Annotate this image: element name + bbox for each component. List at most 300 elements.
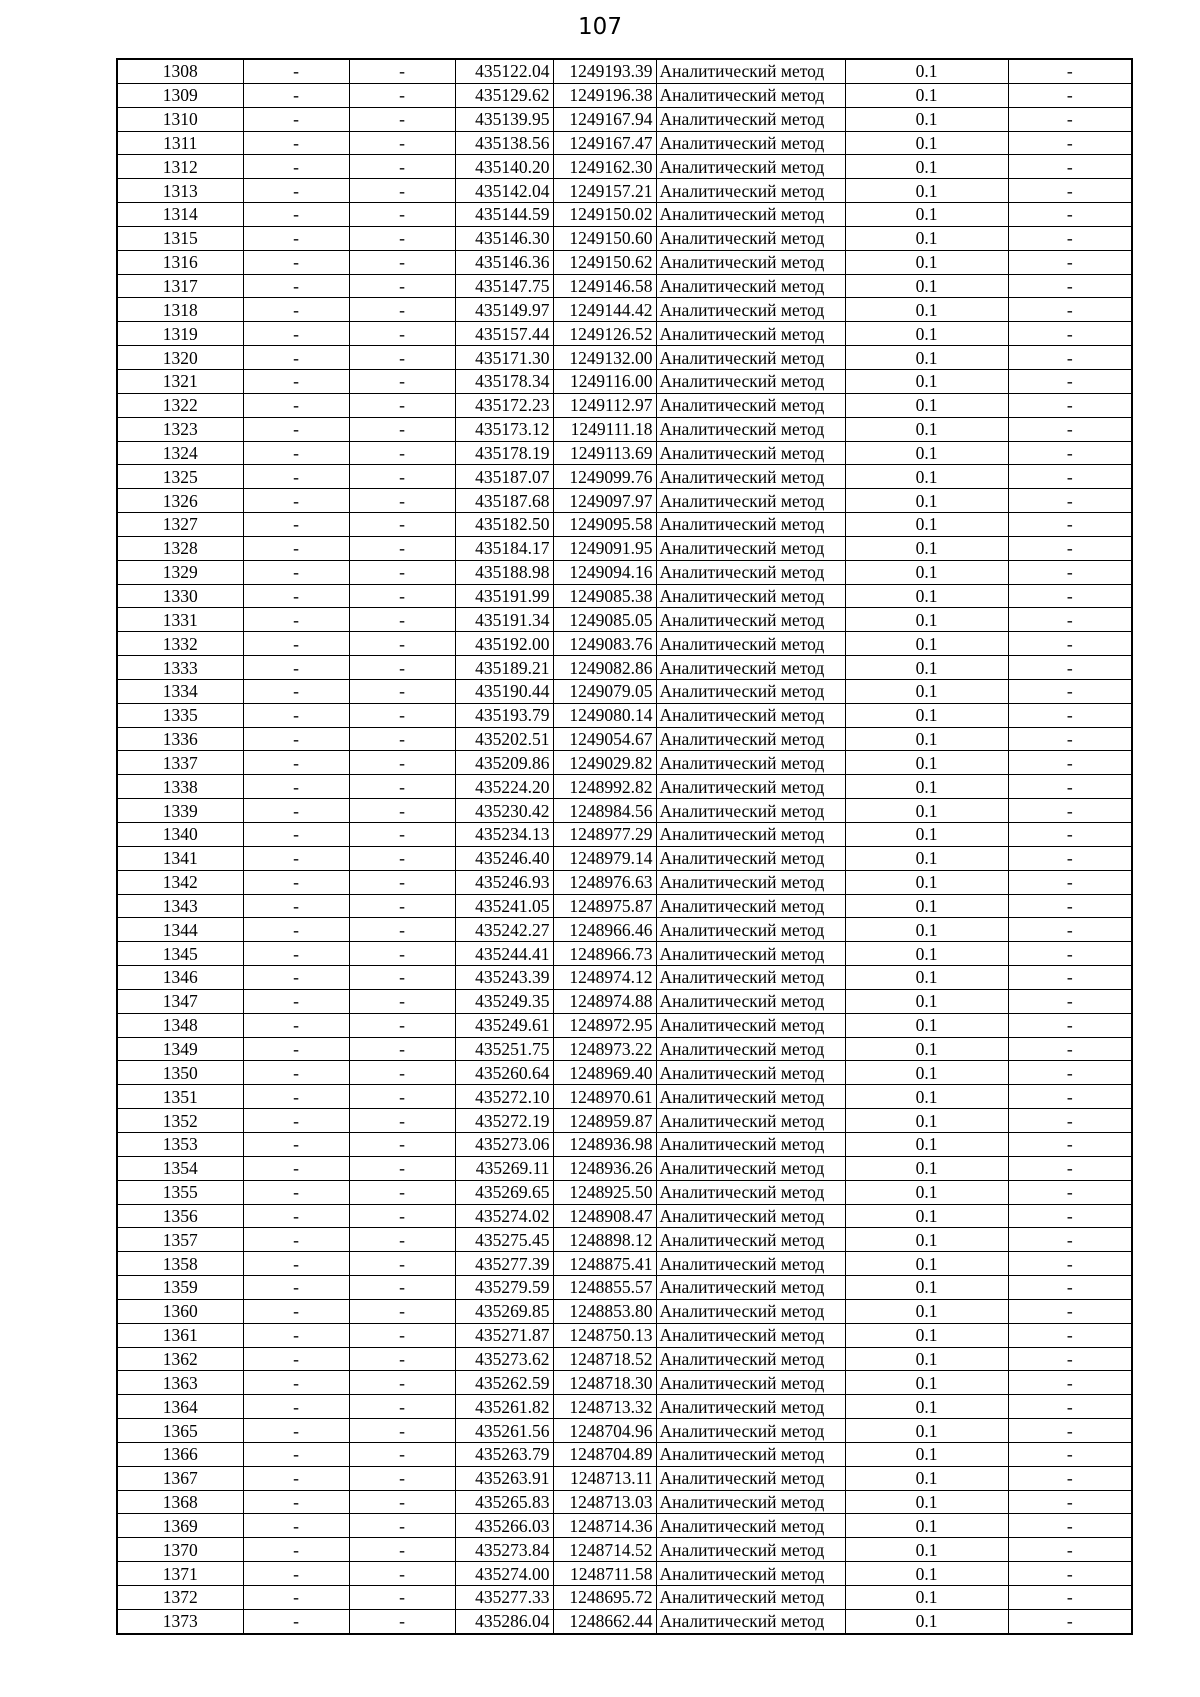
accuracy-cell: 0.1 (845, 846, 1008, 870)
empty-cell-2: - (349, 203, 455, 227)
empty-cell-2: - (349, 560, 455, 584)
empty-cell-3: - (1008, 1347, 1132, 1371)
method-cell: Аналитический метод (656, 59, 845, 83)
point-number-cell: 1317 (117, 274, 243, 298)
empty-cell-1: - (243, 775, 349, 799)
table-row (117, 1109, 1132, 1133)
y-coordinate-cell: 1248977.29 (553, 823, 656, 847)
empty-cell-1: - (243, 1037, 349, 1061)
method-cell: Аналитический метод (656, 1466, 845, 1490)
empty-cell-3: - (1008, 775, 1132, 799)
empty-cell-1: - (243, 918, 349, 942)
table-row (117, 1490, 1132, 1514)
point-number-cell: 1373 (117, 1609, 243, 1633)
table-row (117, 179, 1132, 203)
empty-cell-2: - (349, 918, 455, 942)
table-row (117, 1586, 1132, 1610)
table-row (117, 441, 1132, 465)
method-cell: Аналитический метод (656, 679, 845, 703)
empty-cell-1: - (243, 1276, 349, 1300)
table-row (117, 322, 1132, 346)
x-coordinate-cell: 435142.04 (455, 179, 553, 203)
method-cell: Аналитический метод (656, 1538, 845, 1562)
method-cell: Аналитический метод (656, 1085, 845, 1109)
y-coordinate-cell: 1249094.16 (553, 560, 656, 584)
x-coordinate-cell: 435202.51 (455, 727, 553, 751)
empty-cell-3: - (1008, 179, 1132, 203)
x-coordinate-cell: 435191.99 (455, 584, 553, 608)
accuracy-cell: 0.1 (845, 1037, 1008, 1061)
table-row (117, 1347, 1132, 1371)
empty-cell-3: - (1008, 632, 1132, 656)
empty-cell-3: - (1008, 1228, 1132, 1252)
table-row (117, 1419, 1132, 1443)
y-coordinate-cell: 1248969.40 (553, 1061, 656, 1085)
method-cell: Аналитический метод (656, 1323, 845, 1347)
y-coordinate-cell: 1248714.52 (553, 1538, 656, 1562)
accuracy-cell: 0.1 (845, 536, 1008, 560)
empty-cell-2: - (349, 1323, 455, 1347)
empty-cell-3: - (1008, 369, 1132, 393)
empty-cell-3: - (1008, 1276, 1132, 1300)
empty-cell-3: - (1008, 1013, 1132, 1037)
y-coordinate-cell: 1248713.03 (553, 1490, 656, 1514)
empty-cell-2: - (349, 131, 455, 155)
y-coordinate-cell: 1249083.76 (553, 632, 656, 656)
empty-cell-3: - (1008, 1371, 1132, 1395)
empty-cell-2: - (349, 465, 455, 489)
accuracy-cell: 0.1 (845, 1109, 1008, 1133)
table-row (117, 417, 1132, 441)
method-cell: Аналитический метод (656, 1180, 845, 1204)
y-coordinate-cell: 1249150.60 (553, 226, 656, 250)
method-cell: Аналитический метод (656, 441, 845, 465)
empty-cell-2: - (349, 1514, 455, 1538)
empty-cell-3: - (1008, 131, 1132, 155)
y-coordinate-cell: 1248718.52 (553, 1347, 656, 1371)
empty-cell-2: - (349, 1609, 455, 1633)
empty-cell-2: - (349, 1466, 455, 1490)
y-coordinate-cell: 1249146.58 (553, 274, 656, 298)
empty-cell-2: - (349, 870, 455, 894)
method-cell: Аналитический метод (656, 584, 845, 608)
table-row (117, 1562, 1132, 1586)
y-coordinate-cell: 1249097.97 (553, 489, 656, 513)
table-row (117, 59, 1132, 83)
y-coordinate-cell: 1248898.12 (553, 1228, 656, 1252)
y-coordinate-cell: 1248695.72 (553, 1586, 656, 1610)
point-number-cell: 1344 (117, 918, 243, 942)
point-number-cell: 1359 (117, 1276, 243, 1300)
x-coordinate-cell: 435187.07 (455, 465, 553, 489)
x-coordinate-cell: 435260.64 (455, 1061, 553, 1085)
point-number-cell: 1341 (117, 846, 243, 870)
x-coordinate-cell: 435269.85 (455, 1299, 553, 1323)
point-number-cell: 1310 (117, 107, 243, 131)
point-number-cell: 1355 (117, 1180, 243, 1204)
accuracy-cell: 0.1 (845, 322, 1008, 346)
x-coordinate-cell: 435146.36 (455, 250, 553, 274)
x-coordinate-cell: 435286.04 (455, 1609, 553, 1633)
point-number-cell: 1372 (117, 1586, 243, 1610)
point-number-cell: 1309 (117, 83, 243, 107)
point-number-cell: 1316 (117, 250, 243, 274)
point-number-cell: 1345 (117, 942, 243, 966)
empty-cell-1: - (243, 1538, 349, 1562)
empty-cell-3: - (1008, 441, 1132, 465)
y-coordinate-cell: 1249162.30 (553, 155, 656, 179)
table-row (117, 1156, 1132, 1180)
y-coordinate-cell: 1249099.76 (553, 465, 656, 489)
method-cell: Аналитический метод (656, 989, 845, 1013)
empty-cell-1: - (243, 1132, 349, 1156)
y-coordinate-cell: 1249116.00 (553, 369, 656, 393)
empty-cell-3: - (1008, 322, 1132, 346)
method-cell: Аналитический метод (656, 1132, 845, 1156)
point-number-cell: 1323 (117, 417, 243, 441)
empty-cell-1: - (243, 465, 349, 489)
point-number-cell: 1332 (117, 632, 243, 656)
x-coordinate-cell: 435234.13 (455, 823, 553, 847)
method-cell: Аналитический метод (656, 179, 845, 203)
empty-cell-2: - (349, 1562, 455, 1586)
accuracy-cell: 0.1 (845, 131, 1008, 155)
empty-cell-1: - (243, 59, 349, 83)
x-coordinate-cell: 435246.93 (455, 870, 553, 894)
empty-cell-1: - (243, 489, 349, 513)
empty-cell-3: - (1008, 83, 1132, 107)
x-coordinate-cell: 435249.61 (455, 1013, 553, 1037)
point-number-cell: 1313 (117, 179, 243, 203)
empty-cell-1: - (243, 274, 349, 298)
y-coordinate-cell: 1248853.80 (553, 1299, 656, 1323)
empty-cell-1: - (243, 298, 349, 322)
y-coordinate-cell: 1249095.58 (553, 513, 656, 537)
y-coordinate-cell: 1249150.02 (553, 203, 656, 227)
method-cell: Аналитический метод (656, 1037, 845, 1061)
method-cell: Аналитический метод (656, 1514, 845, 1538)
y-coordinate-cell: 1248975.87 (553, 894, 656, 918)
method-cell: Аналитический метод (656, 274, 845, 298)
method-cell: Аналитический метод (656, 1061, 845, 1085)
method-cell: Аналитический метод (656, 203, 845, 227)
accuracy-cell: 0.1 (845, 799, 1008, 823)
x-coordinate-cell: 435269.11 (455, 1156, 553, 1180)
empty-cell-2: - (349, 274, 455, 298)
method-cell: Аналитический метод (656, 727, 845, 751)
point-number-cell: 1331 (117, 608, 243, 632)
empty-cell-2: - (349, 751, 455, 775)
accuracy-cell: 0.1 (845, 560, 1008, 584)
method-cell: Аналитический метод (656, 870, 845, 894)
table-row (117, 727, 1132, 751)
x-coordinate-cell: 435261.82 (455, 1395, 553, 1419)
table-row (117, 107, 1132, 131)
y-coordinate-cell: 1248979.14 (553, 846, 656, 870)
accuracy-cell: 0.1 (845, 1323, 1008, 1347)
accuracy-cell: 0.1 (845, 1132, 1008, 1156)
x-coordinate-cell: 435273.06 (455, 1132, 553, 1156)
method-cell: Аналитический метод (656, 250, 845, 274)
empty-cell-3: - (1008, 560, 1132, 584)
accuracy-cell: 0.1 (845, 584, 1008, 608)
empty-cell-1: - (243, 1204, 349, 1228)
method-cell: Аналитический метод (656, 489, 845, 513)
empty-cell-2: - (349, 1371, 455, 1395)
y-coordinate-cell: 1249054.67 (553, 727, 656, 751)
method-cell: Аналитический метод (656, 155, 845, 179)
empty-cell-1: - (243, 1442, 349, 1466)
accuracy-cell: 0.1 (845, 703, 1008, 727)
accuracy-cell: 0.1 (845, 1085, 1008, 1109)
accuracy-cell: 0.1 (845, 1514, 1008, 1538)
x-coordinate-cell: 435157.44 (455, 322, 553, 346)
empty-cell-1: - (243, 966, 349, 990)
empty-cell-2: - (349, 513, 455, 537)
empty-cell-3: - (1008, 584, 1132, 608)
table-row (117, 393, 1132, 417)
x-coordinate-cell: 435251.75 (455, 1037, 553, 1061)
x-coordinate-cell: 435147.75 (455, 274, 553, 298)
empty-cell-2: - (349, 727, 455, 751)
x-coordinate-cell: 435244.41 (455, 942, 553, 966)
empty-cell-3: - (1008, 250, 1132, 274)
x-coordinate-cell: 435269.65 (455, 1180, 553, 1204)
empty-cell-1: - (243, 1013, 349, 1037)
point-number-cell: 1365 (117, 1419, 243, 1443)
method-cell: Аналитический метод (656, 1109, 845, 1133)
table-row (117, 870, 1132, 894)
empty-cell-1: - (243, 1156, 349, 1180)
x-coordinate-cell: 435149.97 (455, 298, 553, 322)
table-row (117, 155, 1132, 179)
accuracy-cell: 0.1 (845, 870, 1008, 894)
point-number-cell: 1330 (117, 584, 243, 608)
method-cell: Аналитический метод (656, 465, 845, 489)
empty-cell-2: - (349, 989, 455, 1013)
point-number-cell: 1353 (117, 1132, 243, 1156)
table-row (117, 584, 1132, 608)
y-coordinate-cell: 1249167.47 (553, 131, 656, 155)
point-number-cell: 1358 (117, 1252, 243, 1276)
table-row (117, 369, 1132, 393)
empty-cell-3: - (1008, 1204, 1132, 1228)
y-coordinate-cell: 1249126.52 (553, 322, 656, 346)
accuracy-cell: 0.1 (845, 59, 1008, 83)
point-number-cell: 1369 (117, 1514, 243, 1538)
empty-cell-2: - (349, 179, 455, 203)
point-number-cell: 1356 (117, 1204, 243, 1228)
y-coordinate-cell: 1248750.13 (553, 1323, 656, 1347)
accuracy-cell: 0.1 (845, 465, 1008, 489)
empty-cell-3: - (1008, 966, 1132, 990)
table-row (117, 989, 1132, 1013)
empty-cell-3: - (1008, 1109, 1132, 1133)
y-coordinate-cell: 1248959.87 (553, 1109, 656, 1133)
empty-cell-3: - (1008, 155, 1132, 179)
x-coordinate-cell: 435262.59 (455, 1371, 553, 1395)
accuracy-cell: 0.1 (845, 1490, 1008, 1514)
x-coordinate-cell: 435274.02 (455, 1204, 553, 1228)
point-number-cell: 1357 (117, 1228, 243, 1252)
accuracy-cell: 0.1 (845, 1204, 1008, 1228)
empty-cell-2: - (349, 942, 455, 966)
accuracy-cell: 0.1 (845, 942, 1008, 966)
method-cell: Аналитический метод (656, 942, 845, 966)
empty-cell-2: - (349, 1204, 455, 1228)
y-coordinate-cell: 1248972.95 (553, 1013, 656, 1037)
point-number-cell: 1361 (117, 1323, 243, 1347)
point-number-cell: 1352 (117, 1109, 243, 1133)
method-cell: Аналитический метод (656, 1252, 845, 1276)
table-row (117, 298, 1132, 322)
y-coordinate-cell: 1248976.63 (553, 870, 656, 894)
table-row (117, 1299, 1132, 1323)
method-cell: Аналитический метод (656, 513, 845, 537)
empty-cell-3: - (1008, 1395, 1132, 1419)
accuracy-cell: 0.1 (845, 1562, 1008, 1586)
empty-cell-3: - (1008, 1586, 1132, 1610)
point-number-cell: 1346 (117, 966, 243, 990)
method-cell: Аналитический метод (656, 894, 845, 918)
y-coordinate-cell: 1249079.05 (553, 679, 656, 703)
point-number-cell: 1350 (117, 1061, 243, 1085)
y-coordinate-cell: 1249113.69 (553, 441, 656, 465)
accuracy-cell: 0.1 (845, 1061, 1008, 1085)
point-number-cell: 1354 (117, 1156, 243, 1180)
method-cell: Аналитический метод (656, 799, 845, 823)
point-number-cell: 1362 (117, 1347, 243, 1371)
method-cell: Аналитический метод (656, 1156, 845, 1180)
point-number-cell: 1364 (117, 1395, 243, 1419)
empty-cell-1: - (243, 1085, 349, 1109)
y-coordinate-cell: 1249111.18 (553, 417, 656, 441)
x-coordinate-cell: 435173.12 (455, 417, 553, 441)
method-cell: Аналитический метод (656, 775, 845, 799)
x-coordinate-cell: 435273.62 (455, 1347, 553, 1371)
y-coordinate-cell: 1248855.57 (553, 1276, 656, 1300)
empty-cell-1: - (243, 1061, 349, 1085)
empty-cell-3: - (1008, 465, 1132, 489)
empty-cell-2: - (349, 1252, 455, 1276)
x-coordinate-cell: 435171.30 (455, 346, 553, 370)
empty-cell-1: - (243, 179, 349, 203)
y-coordinate-cell: 1248718.30 (553, 1371, 656, 1395)
empty-cell-1: - (243, 584, 349, 608)
point-number-cell: 1351 (117, 1085, 243, 1109)
empty-cell-2: - (349, 1180, 455, 1204)
empty-cell-3: - (1008, 1562, 1132, 1586)
empty-cell-2: - (349, 536, 455, 560)
table-row (117, 966, 1132, 990)
table-row (117, 1061, 1132, 1085)
accuracy-cell: 0.1 (845, 894, 1008, 918)
empty-cell-2: - (349, 107, 455, 131)
point-number-cell: 1327 (117, 513, 243, 537)
accuracy-cell: 0.1 (845, 346, 1008, 370)
y-coordinate-cell: 1249193.39 (553, 59, 656, 83)
accuracy-cell: 0.1 (845, 441, 1008, 465)
table-row (117, 560, 1132, 584)
accuracy-cell: 0.1 (845, 1299, 1008, 1323)
x-coordinate-cell: 435178.19 (455, 441, 553, 465)
method-cell: Аналитический метод (656, 918, 845, 942)
empty-cell-2: - (349, 417, 455, 441)
empty-cell-3: - (1008, 918, 1132, 942)
x-coordinate-cell: 435178.34 (455, 369, 553, 393)
empty-cell-3: - (1008, 1442, 1132, 1466)
x-coordinate-cell: 435188.98 (455, 560, 553, 584)
accuracy-cell: 0.1 (845, 274, 1008, 298)
x-coordinate-cell: 435146.30 (455, 226, 553, 250)
table-row (117, 608, 1132, 632)
table-row (117, 1323, 1132, 1347)
accuracy-cell: 0.1 (845, 1442, 1008, 1466)
point-number-cell: 1360 (117, 1299, 243, 1323)
empty-cell-2: - (349, 1013, 455, 1037)
empty-cell-3: - (1008, 1466, 1132, 1490)
point-number-cell: 1366 (117, 1442, 243, 1466)
point-number-cell: 1370 (117, 1538, 243, 1562)
empty-cell-1: - (243, 441, 349, 465)
point-number-cell: 1314 (117, 203, 243, 227)
point-number-cell: 1348 (117, 1013, 243, 1037)
empty-cell-2: - (349, 346, 455, 370)
y-coordinate-cell: 1248936.98 (553, 1132, 656, 1156)
empty-cell-2: - (349, 966, 455, 990)
x-coordinate-cell: 435246.40 (455, 846, 553, 870)
method-cell: Аналитический метод (656, 1609, 845, 1633)
empty-cell-1: - (243, 1586, 349, 1610)
empty-cell-3: - (1008, 226, 1132, 250)
table-row (117, 1085, 1132, 1109)
method-cell: Аналитический метод (656, 369, 845, 393)
accuracy-cell: 0.1 (845, 1609, 1008, 1633)
empty-cell-1: - (243, 1299, 349, 1323)
point-number-cell: 1367 (117, 1466, 243, 1490)
accuracy-cell: 0.1 (845, 1395, 1008, 1419)
method-cell: Аналитический метод (656, 966, 845, 990)
point-number-cell: 1368 (117, 1490, 243, 1514)
empty-cell-1: - (243, 203, 349, 227)
accuracy-cell: 0.1 (845, 226, 1008, 250)
y-coordinate-cell: 1249132.00 (553, 346, 656, 370)
empty-cell-1: - (243, 83, 349, 107)
point-number-cell: 1325 (117, 465, 243, 489)
empty-cell-3: - (1008, 59, 1132, 83)
empty-cell-3: - (1008, 727, 1132, 751)
y-coordinate-cell: 1248936.26 (553, 1156, 656, 1180)
method-cell: Аналитический метод (656, 1276, 845, 1300)
empty-cell-2: - (349, 298, 455, 322)
x-coordinate-cell: 435192.00 (455, 632, 553, 656)
empty-cell-2: - (349, 83, 455, 107)
y-coordinate-cell: 1249167.94 (553, 107, 656, 131)
empty-cell-1: - (243, 1419, 349, 1443)
empty-cell-1: - (243, 560, 349, 584)
method-cell: Аналитический метод (656, 1562, 845, 1586)
accuracy-cell: 0.1 (845, 83, 1008, 107)
accuracy-cell: 0.1 (845, 1180, 1008, 1204)
empty-cell-3: - (1008, 1323, 1132, 1347)
empty-cell-2: - (349, 656, 455, 680)
accuracy-cell: 0.1 (845, 107, 1008, 131)
empty-cell-1: - (243, 656, 349, 680)
method-cell: Аналитический метод (656, 703, 845, 727)
accuracy-cell: 0.1 (845, 1347, 1008, 1371)
accuracy-cell: 0.1 (845, 656, 1008, 680)
empty-cell-2: - (349, 1299, 455, 1323)
